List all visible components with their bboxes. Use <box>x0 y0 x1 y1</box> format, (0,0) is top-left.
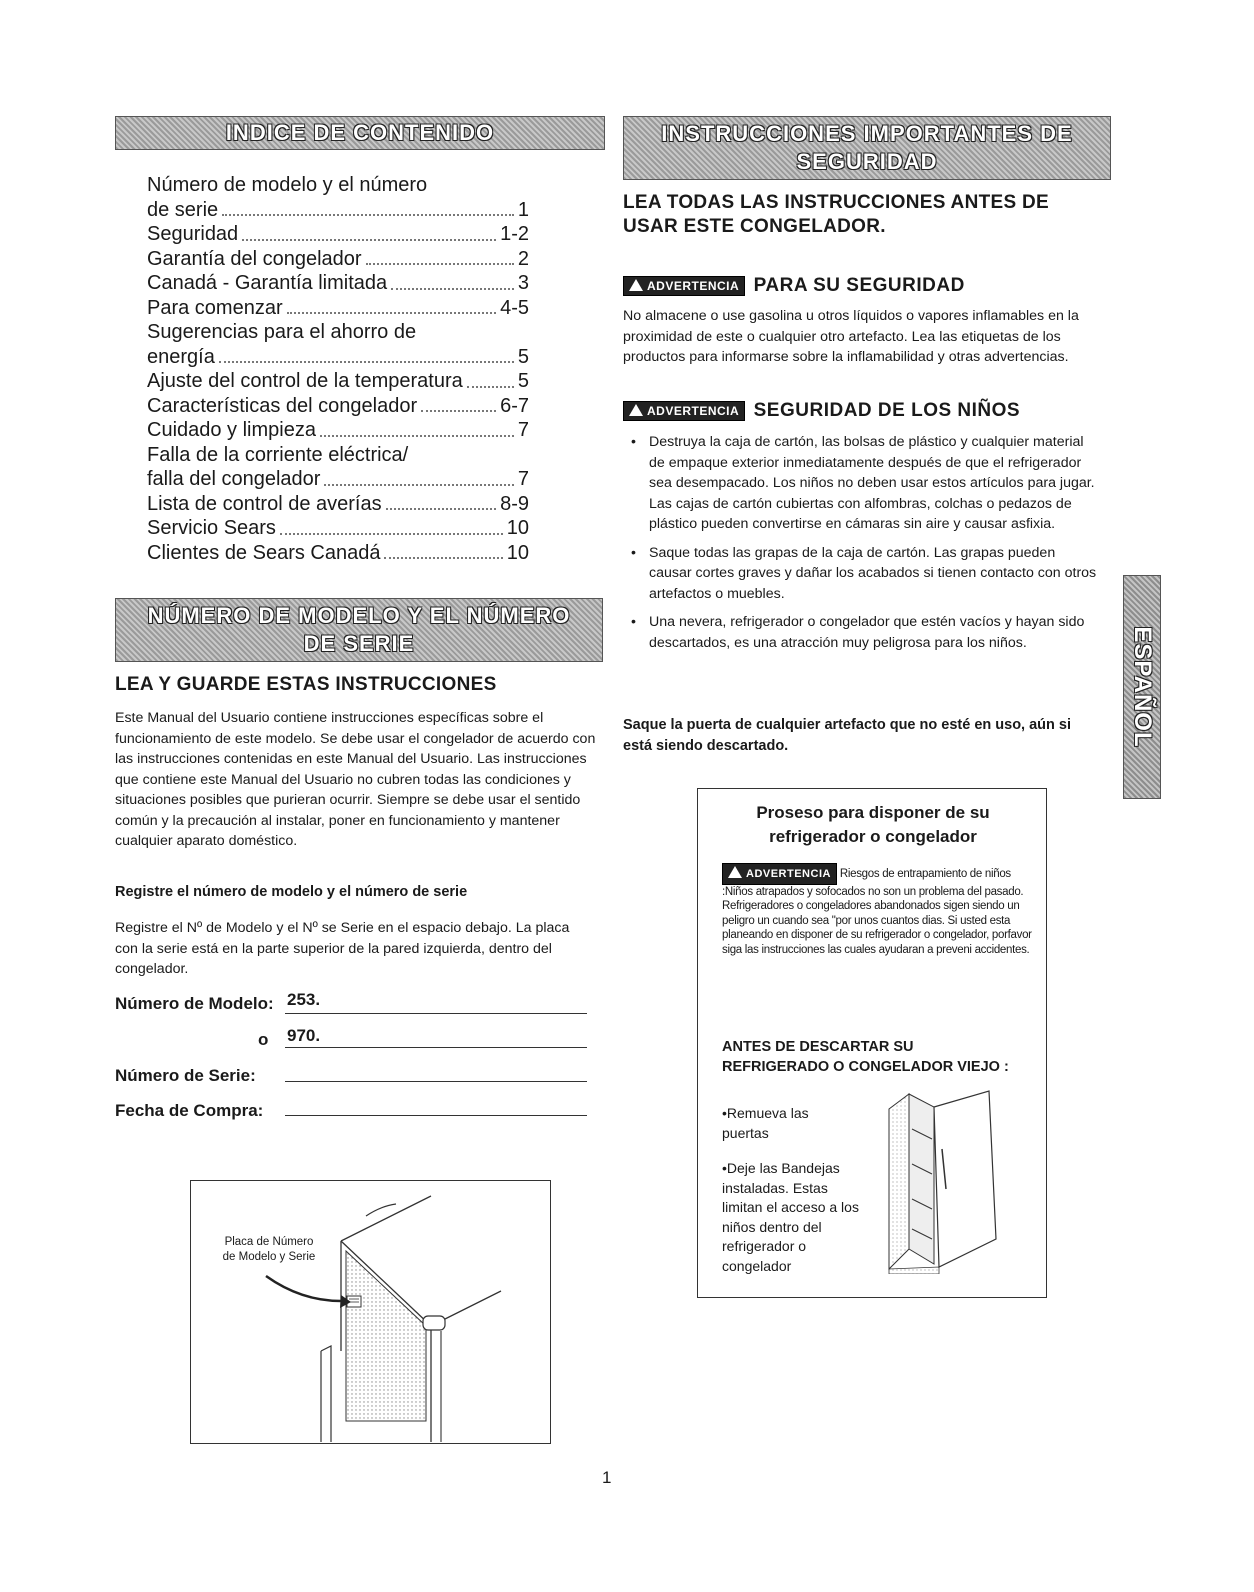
toc-item-page: 1-2 <box>500 223 529 245</box>
toc-item-page: 10 <box>506 541 529 564</box>
purchase-date-line <box>285 1115 587 1116</box>
model-serial-header-line1: NÚMERO DE MODELO Y EL NÚMERO <box>147 603 571 628</box>
serial-number-label: Número de Serie: <box>115 1066 256 1085</box>
toc-item <box>147 541 529 566</box>
warning-badge: ADVERTENCIA <box>623 401 745 421</box>
page-number: 1 <box>602 1468 612 1487</box>
toc-item-page: 1 <box>517 198 529 221</box>
children-safety-list <box>627 432 1101 661</box>
toc-item-title: de serie <box>147 198 219 221</box>
warning-triangle-icon <box>629 404 643 416</box>
toc-item-page: 3 <box>517 272 529 294</box>
toc-item <box>147 222 529 247</box>
disposal-warning-text: Riesgos de entrapamiento de niños :Niños atrapados y sofocados no son un problema del pasado. Refrigeradores o congeladores abandonados sigen siendo un peligro un cuando sea "por unos cuantos dias. Si usted esta planeando en disponer de su refrigerador o congelador, porfavor siga las instrucciones las cuales ayudaran a preveni accidentes. <box>722 867 1032 956</box>
door-note: Saque la puerta de cualquier artefacto que no esté en uso, aún si está siendo descartado. <box>623 717 1072 754</box>
toc-item-title: Cuidado y limpieza <box>147 419 316 441</box>
toc-item <box>147 198 529 223</box>
toc-header <box>115 116 605 150</box>
safety-header <box>623 116 1111 180</box>
for-safety-heading-row <box>623 275 965 297</box>
diagram-label-line1: Placa de Número <box>224 1236 314 1248</box>
safety-header-line1: INSTRUCCIONES IMPORTANTES DE <box>661 121 1073 146</box>
serial-number-line <box>285 1081 587 1082</box>
warning-badge: ADVERTENCIA <box>722 863 837 885</box>
warning-triangle-icon <box>728 866 742 878</box>
disposal-title: Proseso para disponer de su refrigerador o congelador <box>756 803 990 846</box>
toc-item-line: Número de modelo y el número <box>147 174 428 196</box>
register-text: Registre el Nº de Modelo y el Nº se Serie en el espacio debajo. La placa con la serie está en la parte superior de la pared izquierda, dentro del congelador. <box>115 920 570 977</box>
freezer-corner-illustration <box>191 1181 549 1442</box>
toc-item-page: 7 <box>517 419 529 441</box>
serial-plate-diagram <box>190 1180 551 1444</box>
toc-item-title: energía <box>147 345 215 368</box>
model-serial-header-line2: DE SERIE <box>303 631 415 656</box>
toc-item-title: Seguridad <box>147 223 239 245</box>
toc-leader-dots <box>222 198 514 217</box>
toc-item <box>147 296 529 321</box>
children-heading-row <box>623 400 1020 422</box>
purchase-date-label: Fecha de Compra: <box>115 1101 264 1120</box>
warning-triangle-icon <box>629 279 643 291</box>
toc-leader-dots <box>384 541 502 560</box>
manual-paragraph: Este Manual del Usuario contiene instrucciones específicas sobre el funcionamiento de este modelo. Se debe usar el congelador de acuerdo con las instrucciones contenidas en este Manual del Usuario. Las instrucciones que contiene este Manual del Usuario no cubren todas las condiciones y situaciones posibles que purieran ocurrir. Siempre se debe usar el sentido común y la precaución al instalar, poner en funcionamiento y mantener cualquier aparato doméstico. <box>115 710 596 849</box>
toc-item-title: falla del congelador <box>147 468 321 490</box>
for-safety-title: PARA SU SEGURIDAD <box>753 275 965 296</box>
model-number-value-1: 253. <box>287 990 321 1009</box>
toc-item <box>147 492 529 517</box>
toc-item <box>147 247 529 272</box>
children-safety-title: SEGURIDAD DE LOS NIÑOS <box>753 400 1021 421</box>
toc-item <box>147 516 529 541</box>
toc-leader-dots <box>324 467 513 486</box>
toc-item <box>147 467 529 492</box>
toc-item-title: Clientes de Sears Canadá <box>147 541 381 564</box>
toc-item-title: Servicio Sears <box>147 517 276 539</box>
model-number-line-1 <box>285 1013 587 1014</box>
or-label: o <box>258 1030 269 1049</box>
list-item: • Destruya la caja de cartón, las bolsas de plástico y cualquier material de empaque exterior inmediatamente después de que el refrigerador sea desempacado. Los niños no deben usar estos artículos para jugar. Las cajas de cartón cubiertas con alfombras, colchas o pedazos de plástico pueden convertirse en cámaras sin aire y causar asfixia. <box>649 432 1101 535</box>
toc-leader-dots <box>219 345 514 364</box>
toc-leader-dots <box>242 222 496 241</box>
table-of-contents <box>147 173 529 565</box>
toc-item-page: 7 <box>517 468 529 490</box>
disposal-box <box>697 788 1047 1298</box>
toc-item-page: 5 <box>517 345 529 368</box>
toc-item-page: 2 <box>517 247 529 270</box>
toc-item-title: Ajuste del control de la temperatura <box>147 370 463 392</box>
toc-item-title: Lista de control de averías <box>147 492 382 515</box>
toc-item <box>147 418 529 443</box>
toc-leader-dots <box>287 296 496 315</box>
toc-leader-dots <box>386 492 497 511</box>
toc-item-title: Canadá - Garantía limitada <box>147 272 388 294</box>
warning-badge: ADVERTENCIA <box>623 276 745 296</box>
toc-leader-dots <box>391 271 514 290</box>
read-all-heading: LEA TODAS LAS INSTRUCCIONES ANTES DE USAR ESTE CONGELADOR. <box>623 192 1050 237</box>
list-item: • Saque todas las grapas de la caja de cartón. Las grapas pueden causar cortes graves y dañar los acabados si tienen contacto con otros artefactos o muebles. <box>649 543 1101 605</box>
before-discard-title: ANTES DE DESCARTAR SU REFRIGERADO O CONGELADOR VIEJO : <box>722 1039 1009 1075</box>
toc-leader-dots <box>320 418 514 437</box>
toc-leader-dots <box>280 516 503 535</box>
toc-leader-dots <box>467 369 514 388</box>
toc-item-page: 8-9 <box>500 492 529 515</box>
toc-item-title: Características del congelador <box>147 394 418 417</box>
model-number-label: Número de Modelo: <box>115 994 274 1013</box>
toc-leader-dots <box>366 247 514 266</box>
model-serial-header <box>115 598 603 662</box>
toc-item <box>147 345 529 370</box>
toc-item <box>147 394 529 419</box>
toc-item-page: 10 <box>506 517 529 539</box>
toc-item-page: 4-5 <box>500 296 529 319</box>
toc-leader-dots <box>421 394 496 413</box>
language-side-tab-text: ESPAÑOL <box>1129 626 1156 748</box>
for-safety-text: No almacene o use gasolina u otros líquidos o vapores inflamables en la proximidad de este o cualquier otro artefacto. Lea las etiquetas de los productos para informarse sobre la inflamabilidad y otras advertencias. <box>623 308 1079 365</box>
model-number-value-2: 970. <box>287 1026 321 1045</box>
diagram-label-line2: de Modelo y Serie <box>222 1251 316 1263</box>
toc-item-page: 6-7 <box>500 394 529 417</box>
freezer-drawing <box>884 1089 1004 1274</box>
step-remove-doors: •Remueva las puertas <box>722 1105 809 1141</box>
read-keep-heading: LEA Y GUARDE ESTAS INSTRUCCIONES <box>115 674 497 695</box>
toc-item <box>147 271 529 296</box>
toc-header-text: INDICE DE CONTENIDO <box>225 120 495 145</box>
safety-header-line2: SEGURIDAD <box>796 149 938 174</box>
toc-item-line: Falla de la corriente eléctrica/ <box>147 443 409 466</box>
model-number-line-2 <box>285 1047 587 1048</box>
step-leave-shelves: •Deje las Bandejas instaladas. Estas limitan el acceso a los niños dentro del refrigerador o congelador <box>722 1160 859 1274</box>
register-title: Registre el número de modelo y el número de serie <box>115 884 468 900</box>
toc-item-line: Sugerencias para el ahorro de <box>147 321 417 343</box>
toc-item-page: 5 <box>517 370 529 392</box>
toc-item-title: Garantía del congelador <box>147 247 362 270</box>
language-side-tab <box>1123 575 1161 799</box>
list-item: • Una nevera, refrigerador o congelador que estén vacíos y hayan sido descartados, es una atracción muy peligrosa para los niños. <box>649 612 1101 653</box>
disposal-warning <box>722 863 1038 957</box>
toc-item-title: Para comenzar <box>147 296 283 319</box>
toc-item <box>147 369 529 394</box>
